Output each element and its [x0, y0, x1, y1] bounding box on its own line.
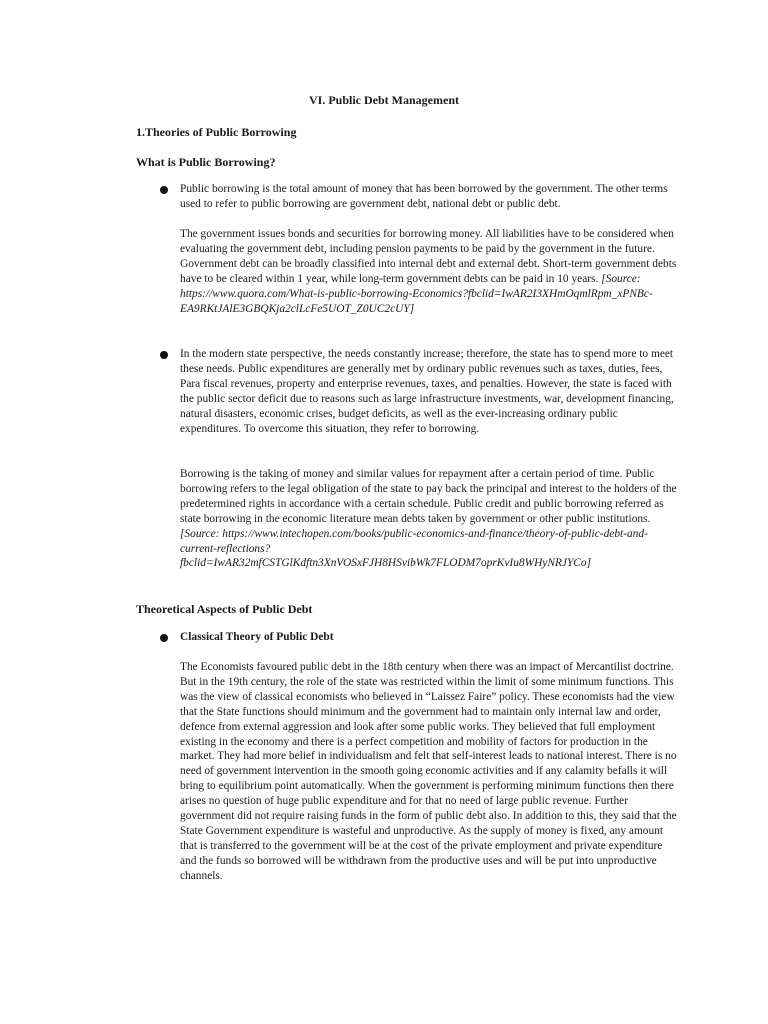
paragraph-borrowing-definition	[180, 467, 678, 571]
section-heading: 1.Theories of Public Borrowing	[136, 125, 297, 139]
source-citation: [Source: https://www.quora.com/What-is-public-borrowing-Economics?fbclid=IwAR2I3XHmOqmlRpm_xPNBc-EA9RKtJAlE3GBQKja2clLcFe5UOT_Z0UC2cUY]	[180, 272, 653, 315]
paragraph-classical-theory: The Economists favoured public debt in the 18th century when there was an impact of Mercantilist doctrine. But in the 19th century, the role of the state was restricted within the limit of some minimum functions. This was the view of classical economists who believed in “Laissez Faire” policy. These economists had the view that the State functions should minimum and the government had to maintain only internal law and order, defence from external aggression and look after some public works. They believed that full employment existing in the economy and there is a perfect competition and mobility of factors for production in the market. They had more belief in individualism and felt that self-interest leads to national interest. There is no need of government intervention in the smooth going economic activities and if any calamity befalls it will bring to equilibrium point automatically. When the government is performing minimum functions then there arises no question of huge public expenditure and for that no need of large public revenue. Further government did not require raising funds in the form of public debt also. In addition to this, they said that the State Government expenditure is wasteful and unproductive. As the supply of money is fixed, any amount that is transferred to the government will be at the cost of the private employment and private expenditure and the funds so borrowed will be withdrawn from the productive uses and will be put into unproductive channels.	[180, 661, 677, 882]
bullet-paragraph-definition: Public borrowing is the total amount of money that has been borrowed by the government. The other terms used to refer to public borrowing are government debt, national debt or public debt.	[180, 183, 668, 210]
paragraph-government-bonds	[180, 227, 678, 316]
section-heading-theoretical-aspects: Theoretical Aspects of Public Debt	[136, 602, 313, 616]
bullet-icon	[160, 634, 168, 642]
bullet-paragraph-modern-state: In the modern state perspective, the needs constantly increase; therefore, the state has to spend more to meet these needs. Public expenditures are generally met by ordinary public revenues such as taxes, duties, fees, Para fiscal revenues, property and enterprise revenues, taxes, and penalties. However, the state is faced with the public sector deficit due to reasons such as large infrastructure investments, war, development financing, natural disasters, economic crises, budget deficits, as well as the ever-increasing ordinary public expenditures. To overcome this situation, they refer to borrowing.	[180, 348, 674, 435]
bullet-heading-classical-theory: Classical Theory of Public Debt	[180, 631, 334, 643]
page-title: VI. Public Debt Management	[309, 93, 459, 107]
paragraph-text: Borrowing is the taking of money and similar values for repayment after a certain period of time. Public borrowing refers to the legal obligation of the state to pay back the principal and interest to the holders of the predetermined rights in accordance with a certain schedule. Public credit and public borrowing referred as state borrowing in the economic literature mean debts taken by government or other public institutions.	[180, 468, 677, 525]
bullet-icon	[160, 351, 168, 359]
subheading-what-is-public-borrowing: What is Public Borrowing?	[136, 155, 276, 169]
bullet-icon	[160, 186, 168, 194]
source-citation: [Source: https://www.intechopen.com/books/public-economics-and-finance/theory-of-public-debt-and-current-reflections?fbclid=IwAR32mfCSTGlKdftn3XnVOSxFJH8HSvibWk7FLODM7oprKvIu8WHyNRJYCo]	[180, 527, 648, 570]
paragraph-text: The government issues bonds and securities for borrowing money. All liabilities have to be considered when evaluating the government debt, including pension payments to be paid by the government in the future. Government debt can be broadly classified into internal debt and external debt. Short-term government debts have to be cleared within 1 year, while long-term government debts can be paid in 10 years.	[180, 228, 677, 285]
